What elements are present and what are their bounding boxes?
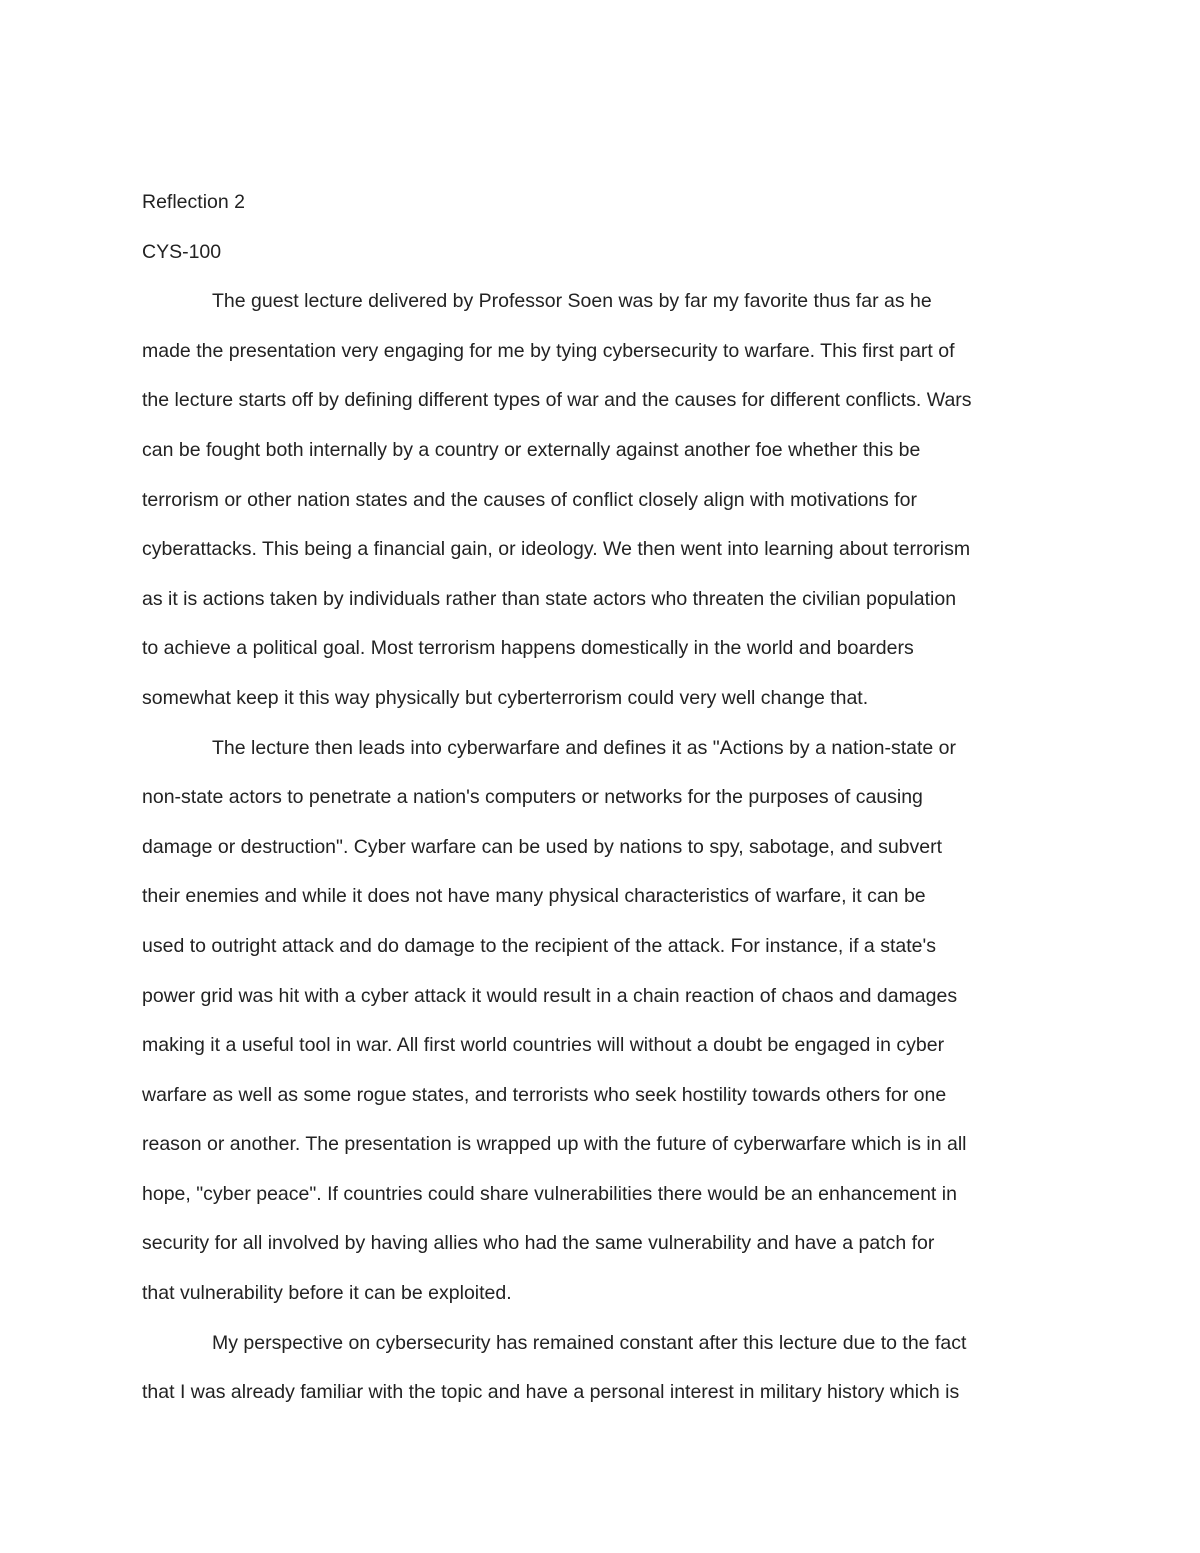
text-line: warfare as well as some rogue states, and terrorists who seek hostility towards others for one: [142, 1083, 947, 1106]
text-line: somewhat keep it this way physically but cyberterrorism could very well change that.: [142, 686, 869, 709]
text-line: My perspective on cybersecurity has remained constant after this lecture due to the fact: [212, 1331, 967, 1354]
text-line: hope, "cyber peace". If countries could share vulnerabilities there would be an enhancement in: [142, 1182, 957, 1205]
text-line: damage or destruction". Cyber warfare can be used by nations to spy, sabotage, and subvert: [142, 835, 943, 858]
text-line: made the presentation very engaging for me by tying cybersecurity to warfare. This first part of: [142, 339, 955, 362]
text-line: terrorism or other nation states and the causes of conflict closely align with motivations for: [142, 488, 917, 511]
text-line: as it is actions taken by individuals rather than state actors who threaten the civilian population: [142, 587, 957, 610]
text-line: non-state actors to penetrate a nation's computers or networks for the purposes of causing: [142, 786, 923, 809]
text-line: that vulnerability before it can be exploited.: [142, 1282, 512, 1305]
text-line: power grid was hit with a cyber attack it would result in a chain reaction of chaos and damages: [142, 984, 958, 1007]
text-line: security for all involved by having allies who had the same vulnerability and have a patch for: [142, 1232, 935, 1255]
text-line: that I was already familiar with the topic and have a personal interest in military history which is: [142, 1381, 960, 1404]
text-line: reason or another. The presentation is wrapped up with the future of cyberwarfare which is in all: [142, 1133, 967, 1156]
text-line: The lecture then leads into cyberwarfare and defines it as "Actions by a nation-state or: [212, 736, 956, 759]
text-line: the lecture starts off by defining different types of war and the causes for different conflicts. Wars: [142, 389, 972, 412]
text-line: to achieve a political goal. Most terrorism happens domestically in the world and boarders: [142, 637, 914, 660]
text-line: their enemies and while it does not have many physical characteristics of warfare, it can be: [142, 885, 926, 908]
text-line: can be fought both internally by a country or externally against another foe whether this be: [142, 438, 921, 461]
text-line: cyberattacks. This being a financial gain, or ideology. We then went into learning about terrorism: [142, 538, 971, 561]
document-body: [142, 178, 1062, 1418]
text-line: The guest lecture delivered by Professor Soen was by far my favorite thus far as he: [212, 290, 932, 313]
body-text: [142, 277, 1062, 1418]
document-title: Reflection 2: [142, 191, 245, 213]
course-code: CYS-100: [142, 240, 222, 263]
text-line: used to outright attack and do damage to the recipient of the attack. For instance, if a state's: [142, 934, 936, 957]
text-line: making it a useful tool in war. All first world countries will without a doubt be engaged in cyber: [142, 1034, 945, 1057]
